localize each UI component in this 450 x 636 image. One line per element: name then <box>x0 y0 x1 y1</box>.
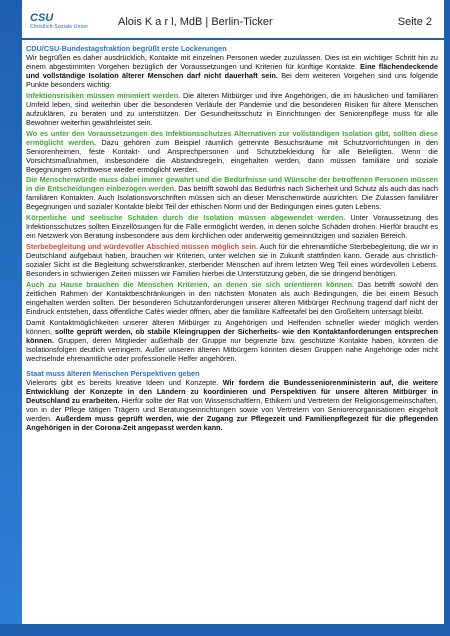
paragraph-perspectives <box>26 369 438 432</box>
article-body <box>26 44 438 434</box>
paragraph-emphasis: Wir fordern die Bundesseniorenministerin auf, die weitere Entwicklung der Konzepte in den Ländern zu koordinieren und Perspektiven für unsere älteren Mitbürger in Deutschland zu erarbeiten. <box>26 378 438 406</box>
paragraph-at-home <box>26 280 438 316</box>
paragraph-text: Wir begrüßen es daher ausdrücklich, Kontakte mit einzelnen Personen wieder zuzulassen. Dies ist ein wichtiger Schritt hin zu einem abgestimmten Vorgehen bezüglich der Voraussetzungen und Kriterien für künftige Kontakte. <box>26 53 438 71</box>
paragraph-text: Bei dem weiteren Vorgehen sind uns folgende Punkte besonders wichtig: <box>26 71 439 89</box>
paragraph-infection-risks <box>26 91 438 127</box>
bottom-decorative-band <box>0 624 450 636</box>
logo-text: CSU <box>30 12 54 24</box>
paragraph-small-groups <box>26 318 438 363</box>
paragraph-intro <box>26 44 438 89</box>
paragraph-text: Auch für die ehrenamtliche Sterbebegleitung, die wir in Deutschland aufgebaut haben, brauchen wir Kriterien, unter welchen sie in Zukunft stattfinden kann. Gerade aus christlich-sozialer Sicht ist die Begleitung schwerstkranker, sterbender Menschen auf ihrem letzten Weg Teil eines würdevollen Lebens. Besonders in schwierigen Zeiten müssen wir Familien hierbei die Unterstützung geben, die sie dringend benötigen. <box>26 241 438 278</box>
paragraph-text: Hierfür sollte der Rat von Wissenschaftlern, Ethikern und Vertretern der Religionsgemeinschaften, von in der Pflege tätigen Trägern und Beratungseinrichtungen sowie von Vertretern von Seniorenorganisationen eingeholt werden. <box>26 396 438 424</box>
paragraph-dignity <box>26 175 438 211</box>
point-heading: Auch zu Hause brauchen die Menschen Kriterien, an denen sie sich orientieren können. <box>26 279 354 289</box>
paragraph-text: Das betrifft sowohl das Bedürfnis nach Sicherheit und Schutz als auch das nach familiären Kontakten. Auch Isolationsvorschriften müssen sich an dieser Menschenwürde ausrichten. Die Zulassen familiärer Begegnungen und sozialer Kontakte bleibt Teil der ethischen Norm und der Bedingungen eines guten Lebens. <box>26 184 438 212</box>
paragraph-text: Vielerorts gibt es bereits kreative Ideen und Konzepte. <box>26 378 223 388</box>
paragraph-text: Dazu gehören zum Beispiel räumlich getrennte Besuchsräume mit Schutzvorrichtungen in den Seniorenheimen, feste Kontakt- und Ansprechpersonen und Schutzbekleidung für alle Beteiligten. Wenn die Vorsichtsmaßnahmen, insbesondere die Abstandsregeln, eingehalten werden, dann müssen familiäre und soziale Begegnungen schrittweise wieder ermöglicht werden. <box>26 137 438 174</box>
paragraph-text: Damit Kontaktmöglichkeiten unserer älteren Mitbürger zu Angehörigen und Helfenden schneller wieder möglich werden können, <box>26 317 438 336</box>
page-number: Seite 2 <box>397 16 432 28</box>
csu-logo <box>30 12 88 34</box>
section-heading: Staat muss älteren Menschen Perspektiven geben <box>26 369 200 379</box>
paragraph-alternatives <box>26 129 438 174</box>
point-heading: Infektionsrisiken müssen minimiert werden. <box>26 90 181 100</box>
point-heading: Körperliche und seelische Schäden durch die Isolation müssen abgewendet werden. <box>26 213 346 223</box>
paragraph-emphasis: Außerdem muss geprüft werden, wie der Zugang zur Pflegezeit und Familienpflegezeit für die pflegenden Angehörigen in der Corona-Zeit angepasst werden kann. <box>26 414 438 433</box>
paragraph-end-of-life <box>26 242 438 278</box>
paragraph-emphasis: Eine flächendeckende und vollständige Isolation älterer Menschen darf nicht dauerhaft sein. <box>26 62 438 80</box>
point-heading: Die Menschenwürde muss dabei immer gewahrt und die Bedürfnisse und Wünsche der betroffenen Personen müssen in die Entscheidungen einbezogen werden. <box>26 175 438 194</box>
page-header <box>22 10 444 36</box>
paragraph-text: Gruppen, deren Mitglieder außerhalb der Gruppe nur begrenzte bzw. geschützte Kontakte haben, könnten die Isolationsfolgen deutlich verringern. Außer unseren älteren Mitbürgern könnten diesen Gruppen nahe Angehörige oder nicht wechselnde ehrenamtliche oder professionelle Helfer angehören. <box>26 335 438 363</box>
paragraph-text: Die älteren Mitbürger und ihre Angehörigen, die im häuslichen und familiären Umfeld leben, sind weiterhin über die besonderen Verläufe der Pandemie und die besonderen Risiken für ältere Menschen aufzuklären, zu beraten und zu unterstützen. Der Gesundheitsschutz in Einrichtungen der Seniorenpflege muss für alle Bewohner weiterhin gewährleistet sein. <box>26 90 438 127</box>
header-divider <box>22 38 444 40</box>
paragraph-emphasis: sollte geprüft werden, ob stabile Kleingruppen der Sicherheits- wie den Kontaktanforderungen entsprechen können. <box>26 326 438 345</box>
left-decorative-band <box>0 0 22 636</box>
right-decorative-band <box>444 0 450 636</box>
section-heading: CDU/CSU-Bundestagsfraktion begrüßt erste Lockerungen <box>26 44 227 53</box>
point-heading: Sterbebegleitung und würdevoller Abschied müssen möglich sein. <box>26 241 258 251</box>
point-heading: Wo es unter den Voraussetzungen des Infektionsschutzes Alternativen zur vollständigen Isolation gibt, sollten diese ermöglicht werden. <box>26 128 438 147</box>
paragraph-text: Unter Voraussetzung des Infektionsschutzes sollten Einzellösungen für die Fälle ermöglicht werden, in denen solche Schäden drohen. Hierfür braucht es ein Netzwerk von Beratung insbesondere aus dem kirchlichen oder anderweitig gemeinnützigen und sozialen Bereich. <box>26 213 438 241</box>
paragraph-text: Das betrifft sowohl den zeitlichen Rahmen der Kontaktbeschränkungen in den nächsten Monaten als auch Bedingungen, die bei einem Besuch eingehalten werden sollten. Der besonderen Schutzanforderungen unserer älteren Mitbürger Rechnung tragend darf nicht der Eindruck entstehen, dass öffentliche Cafés wieder öffnen, aber die familiäre Kaffeetafel bei den Großeltern untersagt bleibt. <box>26 279 438 316</box>
paragraph-damages <box>26 213 438 240</box>
logo-subtitle: Christlich-Soziale Union <box>30 24 88 30</box>
page-title: Alois K a r l, MdB | Berlin-Ticker <box>118 16 273 28</box>
